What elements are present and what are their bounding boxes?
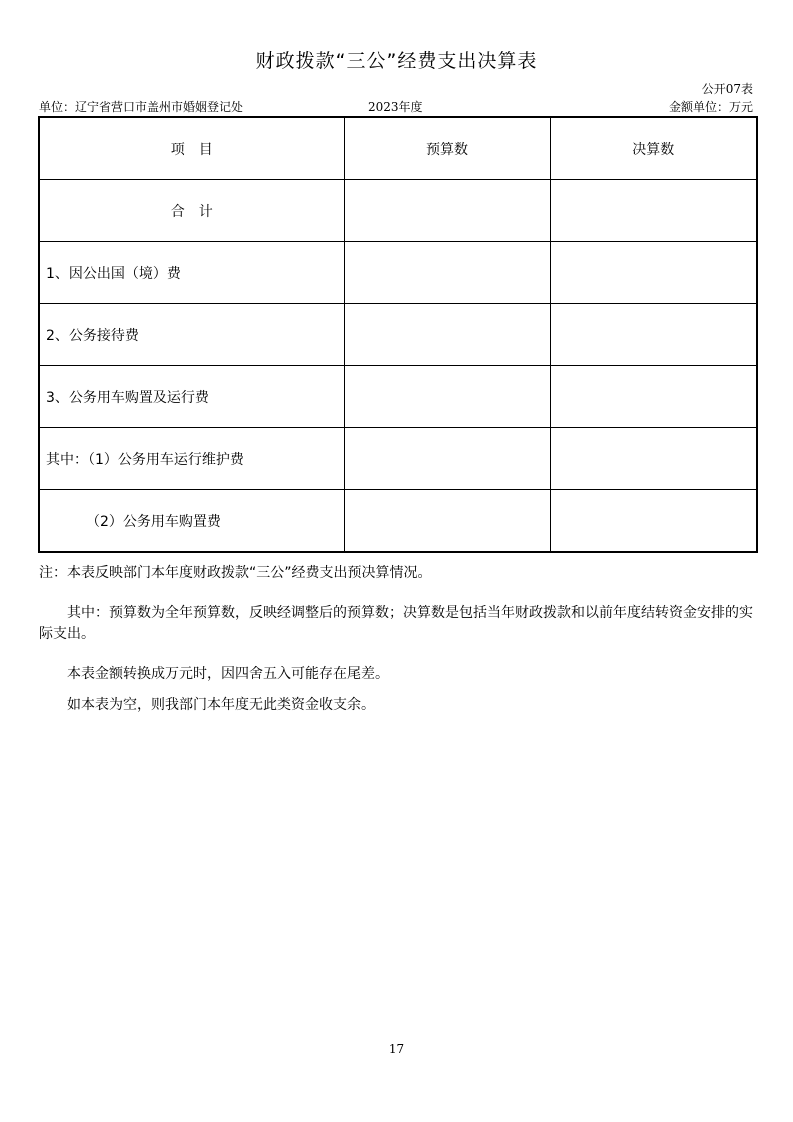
- row-final: [550, 242, 757, 304]
- note-text: 本表金额转换成万元时，因四舍五入可能存在尾差。: [67, 666, 389, 682]
- row-final: [550, 366, 757, 428]
- header-item: 项 目: [39, 117, 344, 180]
- row-item: 合 计: [39, 180, 344, 242]
- row-budget: [344, 366, 550, 428]
- table-row: [39, 366, 757, 428]
- row-final: [550, 490, 757, 553]
- unit-label: 单位：辽宁省营口市盖州市婚姻登记处: [39, 100, 244, 114]
- table-row: [39, 304, 757, 366]
- table-row: [39, 242, 757, 304]
- row-final: [550, 304, 757, 366]
- row-budget: [344, 242, 550, 304]
- row-final: [550, 180, 757, 242]
- form-code: 公开07表: [701, 82, 753, 96]
- header-final: 决算数: [550, 117, 757, 180]
- table-row-total: [39, 180, 757, 242]
- row-item: 3、公务用车购置及运行费: [39, 366, 344, 428]
- table-header-row: [39, 117, 757, 180]
- row-item: 其中：（1）公务用车运行维护费: [39, 428, 344, 490]
- row-item: 2、公务接待费: [39, 304, 344, 366]
- row-item: 1、因公出国（境）费: [39, 242, 344, 304]
- page-title: 财政拨款“三公”经费支出决算表: [255, 50, 538, 72]
- year-label: 2023年度: [368, 100, 423, 114]
- table-row: [39, 490, 757, 553]
- row-budget: [344, 428, 550, 490]
- row-budget: [344, 490, 550, 553]
- note-text: 如本表为空，则我部门本年度无此类资金收支余。: [67, 697, 375, 713]
- row-item: （2）公务用车购置费: [39, 490, 344, 553]
- note-text: 注：本表反映部门本年度财政拨款“三公”经费支出预决算情况。: [39, 565, 432, 581]
- money-unit-label: 金额单位：万元: [668, 100, 753, 114]
- table-row: [39, 428, 757, 490]
- note-text: 其中：预算数为全年预算数，反映经调整后的预算数；决算数是包括当年财政拨款和以前年度结转资金安排的实际支出。: [39, 605, 753, 642]
- page-number: 17: [388, 1042, 405, 1056]
- expense-table: [38, 116, 758, 553]
- notes-section: [39, 563, 755, 716]
- header-budget: 预算数: [344, 117, 550, 180]
- row-budget: [344, 304, 550, 366]
- row-budget: [344, 180, 550, 242]
- row-final: [550, 428, 757, 490]
